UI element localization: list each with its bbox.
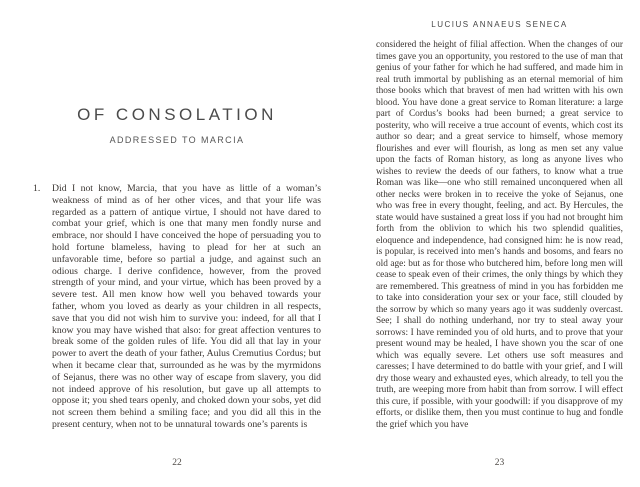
chapter-title: OF CONSOLATION [77,105,277,125]
right-page[interactable] [376,0,623,487]
right-page-number: 23 [494,458,505,468]
left-page-body [33,183,321,431]
section-number: 1. [33,183,41,194]
left-page-paragraph: Did I not know, Marcia, that you have as little of a woman’s weakness of mind as of her other vices, and that your life was regarded as a pattern of antique virtue, I should not have dared to combat your grief, which is one that many men fondly nurse and embrace, nor should I have conceived the hope of persuading you to hold fortune blameless, having to plead for her at such an unfavorable time, before so partial a judge, and against such an odious charge. I derive confidence, however, from the proved strength of your mind, and your virtue, which has been proved by a severe test. All men know how well you behaved towards your father, whom you loved as dearly as your children in all respects, save that you did not wish him to survive you: indeed, for all that I know you may have wished that also: for great affection ventures to break some of the golden rules of life. You did all that lay in your power to avert the death of your father, Aulus Cremutius Cordus; but when it became clear that, surrounded as he was by the myrmidons of Sejanus, there was no other way of escape from slavery, you did not indeed approve of his resolution, but gave up all attempts to oppose it; you shed tears openly, and choked down your sobs, yet did not screen them behind a smiling face; and you did all this in the present century, when not to be unnatural towards one’s parents is [52,183,321,430]
left-page-number: 22 [172,458,182,468]
running-header-author: LUCIUS ANNAEUS SENECA [431,20,568,29]
right-page-paragraph: considered the height of filial affection. When the changes of our times gave you an opportunity, you restored to the use of man that genius of your father for which he had suffered, and made him in real truth immortal by publishing as an eternal memorial of him those books which that bravest of men had written with his own blood. You have done a great service to Roman literature: a large part of Cordus’s books had been burned; a great service to posterity, who will receive a true account of events, which cost its author so dear; and a great service to himself, whose memory flourishes and ever will flourish, as long as men set any value upon the facts of Roman history, as long as anyone lives who wishes to review the deeds of our fathers, to know what a true Roman was like—one who still remained unconquered when all other necks were broken in to receive the yoke of Sejanus, one who was free in every thought, feeling, and act. By Hercules, the state would have sustained a great loss if you had not brought him forth from the oblivion to which his two splendid qualities, eloquence and independence, had consigned him: he is now read, is popular, is received into men’s hands and bosoms, and fears no old age: but as for those who butchered him, before long men will cease to speak even of their crimes, the only things by which they are remembered. This greatness of mind in you has forbidden me to take into consideration your sex or your face, still clouded by the sorrow by which so many years ago it was suddenly overcast. See; I shall do nothing underhand, nor try to steal away your sorrows: I have reminded you of old hurts, and to prove that your present wound may be healed, I have shown you the scar of one which was equally severe. Let others use soft measures and caresses; I have determined to do battle with your grief, and I will dry those weary and exhausted eyes, which already, to tell you the truth, are weeping more from habit than from sorrow. I will effect this cure, if possible, with your goodwill: if you disapprove of my efforts, or dislike them, then you must continue to hug and fondle the grief which you have [376,40,623,430]
chapter-subtitle: ADDRESSED TO MARCIA [109,135,245,146]
left-page[interactable] [33,0,321,487]
